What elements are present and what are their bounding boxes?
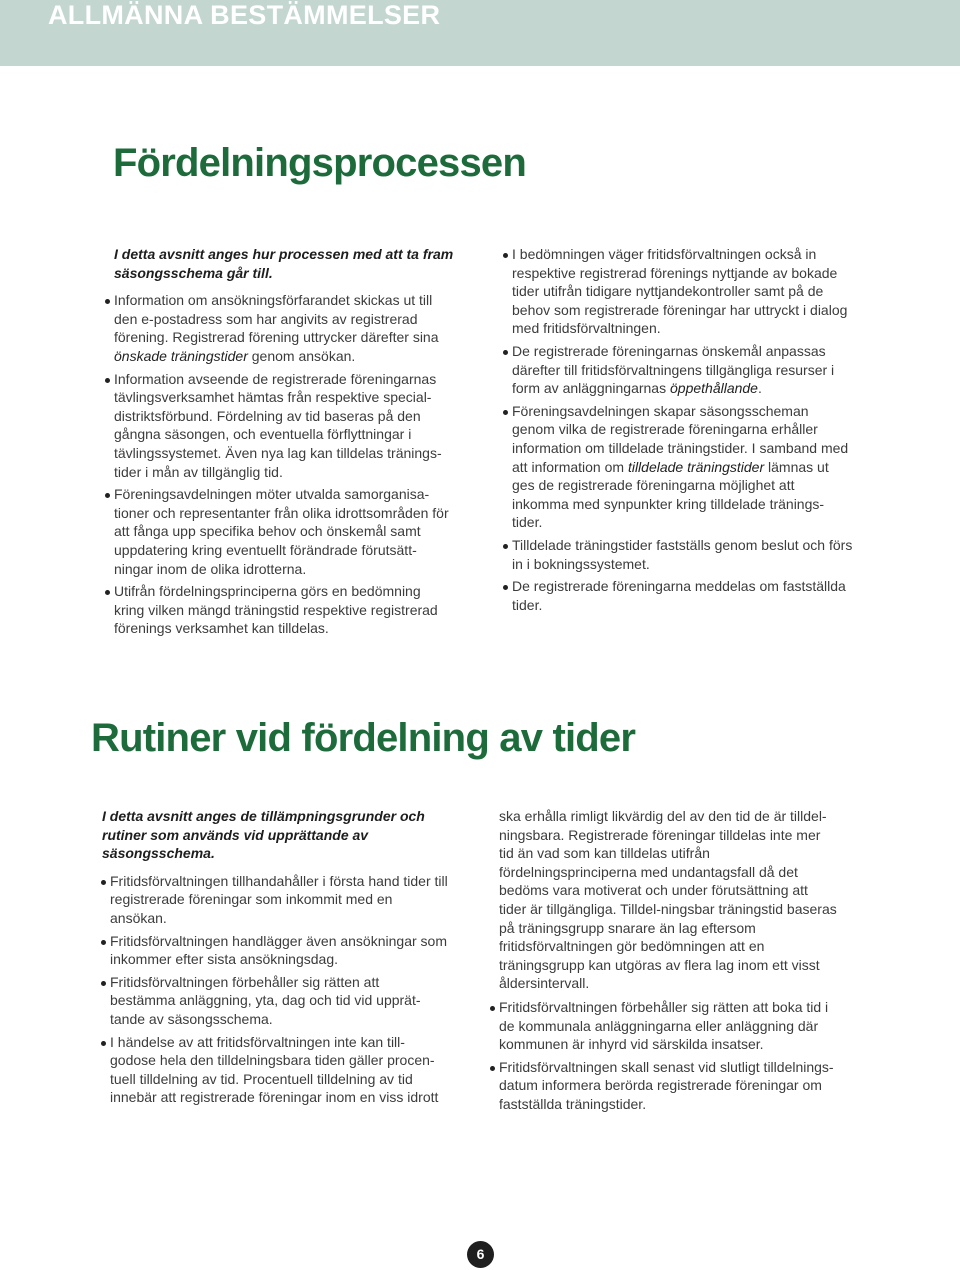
section1-left-column	[114, 245, 454, 642]
bullet-dot-icon	[490, 1066, 495, 1071]
section1-right-column	[512, 245, 854, 618]
bullet-dot-icon	[105, 378, 110, 383]
bullet-dot-icon	[105, 493, 110, 498]
bullet-emphasis: öppethållande	[670, 380, 758, 397]
section-title-fordelningsprocessen: Fördelningsprocessen	[113, 141, 526, 185]
bullet-dot-icon	[503, 350, 508, 355]
bullet-text: I bedömningen väger fritidsförvaltningen också in respektive registrerad förenings nyttjande av bokade tider utifrån tidigare nyttjandekontroller samt på de behov som registrerade föreningar har uttryckt i dialog med fritidsförvaltningen.	[512, 246, 848, 337]
bullet-dot-icon	[101, 880, 106, 885]
bullet-dot-icon	[101, 981, 106, 986]
bullet-item	[110, 973, 448, 1029]
section2-right-list	[499, 998, 839, 1114]
bullet-item	[110, 1033, 448, 1107]
bullet-text: De registrerade föreningarnas önskemål anpassas därefter till fritidsförvaltningens tillgängliga resurser i form av anläggningarnas	[512, 342, 835, 397]
bullet-text: Fritidsförvaltningen handlägger även ansökningar som inkommer efter sista ansökningsdag.	[110, 932, 447, 968]
section2-continuation-paragraph: ska erhålla rimligt likvärdig del av den tid de är tilldel-ningsbara. Registrerade föreningar tilldelas inte mer tid än vad som kan tilldelas utifrån fördelningsprinciperna med undantagsfall då det bedöms vara motiverat och under förutsättning att tider är tillgängliga. Tilldel-ningsbar träningstid baseras på träningsgrupp snarare än lag eftersom fritidsförvaltningen gör bedömningen att en träningsgrupp kan utgöras av flera lag inom ett visst åldersintervall.	[499, 808, 837, 992]
section1-intro: I detta avsnitt anges hur processen med att ta fram säsongsschema går till.	[114, 246, 454, 281]
bullet-dot-icon	[105, 590, 110, 595]
bullet-item	[512, 402, 854, 532]
section2-right-column	[499, 807, 839, 1118]
header-band	[0, 0, 960, 66]
bullet-item	[512, 245, 854, 338]
bullet-item	[110, 932, 448, 969]
bullet-text-tail: genom ansökan.	[247, 347, 356, 364]
section1-left-list	[114, 291, 454, 638]
bullet-item	[499, 1058, 839, 1114]
bullet-text: De registrerade föreningarna meddelas om fastställda tider.	[512, 578, 846, 613]
bullet-dot-icon	[503, 585, 508, 590]
bullet-item	[512, 577, 854, 614]
section2-left-list	[102, 872, 448, 1107]
bullet-item	[114, 582, 454, 638]
bullet-emphasis: önskade träningstider	[114, 347, 248, 364]
bullet-text-tail: lämnas ut ges de registrerade föreningarna möjlighet att inkomma med synpunkter kring tilldelade tränings-tider.	[512, 458, 829, 531]
page-number: 6	[467, 1241, 494, 1268]
bullet-text: Föreningsavdelningen möter utvalda samorganisa-tioner och representanter från olika idrottsområden för att fånga upp specifika behov och önskemål samt uppdatering kring eventuellt förändrade förutsätt-ningar inom de olika idrotterna.	[114, 486, 449, 577]
bullet-dot-icon	[503, 253, 508, 258]
bullet-text: Utifrån fördelningsprinciperna görs en bedömning kring vilken mängd träningstid respektive registrerad förenings verksamhet kan tilldelas.	[114, 583, 438, 637]
bullet-item	[499, 998, 839, 1054]
section-title-rutiner: Rutiner vid fördelning av tider	[91, 716, 636, 760]
bullet-text: Information om ansökningsförfarandet skickas ut till den e-postadress som har angivits av registrerad förening. Registrerad förening uttrycker därefter sina	[114, 292, 439, 346]
bullet-dot-icon	[503, 410, 508, 415]
section2-intro: I detta avsnitt anges de tillämpningsgrunder och rutiner som används vid upprättande av säsongsschema.	[102, 808, 425, 862]
bullet-text: Information avseende de registrerade föreningarnas tävlingsverksamhet hämtas från respektive special-distriktsförbund. Fördelning av tid baseras på den gångna säsongen, och eventuella förflyttningar i tävlingssystemet. Även nya lag kan tilldelas tränings-tider i mån av tillgänglig tid.	[114, 370, 442, 480]
section2-left-column	[102, 807, 448, 1111]
bullet-dot-icon	[105, 299, 110, 304]
bullet-item	[512, 536, 854, 573]
bullet-text: Föreningsavdelningen skapar säsongsscheman genom vilka de registrerade föreningarna erhåller information om tilldelade träningstider. I samband med att information om	[512, 402, 849, 475]
bullet-text: I händelse av att fritidsförvaltningen inte kan till-godose hela den tilldelningsbara tiden gäller procen-tuell tilldelning av tid. Procentuell tilldelning av tid innebär att registrerade föreningar inom en viss idrott	[110, 1033, 439, 1106]
bullet-dot-icon	[101, 940, 106, 945]
section-header-title: ALLMÄNNA BESTÄMMELSER	[48, 0, 441, 30]
bullet-dot-icon	[101, 1041, 106, 1046]
bullet-item	[114, 485, 454, 578]
bullet-item	[114, 291, 454, 365]
bullet-text: Fritidsförvaltningen förbehåller sig rätten att bestämma anläggning, yta, dag och tid vid upprät-tande av säsongsschema.	[110, 973, 421, 1027]
bullet-text: Tilldelade träningstider fastställs genom beslut och förs in i bokningssystemet.	[512, 536, 853, 572]
bullet-text: Fritidsförvaltningen tillhandahåller i första hand tider till registrerade föreningar som inkommit med en ansökan.	[110, 872, 448, 926]
bullet-dot-icon	[503, 544, 508, 549]
bullet-item	[114, 370, 454, 482]
section1-right-list	[512, 245, 854, 614]
bullet-text-tail: .	[757, 380, 762, 397]
bullet-text: Fritidsförvaltningen förbehåller sig rätten att boka tid i de kommunala anläggningarna eller anläggning där kommunen är inhyrd vid särskilda insatser.	[499, 998, 829, 1053]
bullet-item	[110, 872, 448, 928]
bullet-text: Fritidsförvaltningen skall senast vid slutligt tilldelnings-datum informera berörda registrerade föreningar om fastställda träningstider.	[499, 1058, 834, 1112]
bullet-dot-icon	[490, 1006, 495, 1011]
bullet-item	[512, 342, 854, 398]
bullet-emphasis: tilldelade träningstider	[627, 458, 765, 475]
